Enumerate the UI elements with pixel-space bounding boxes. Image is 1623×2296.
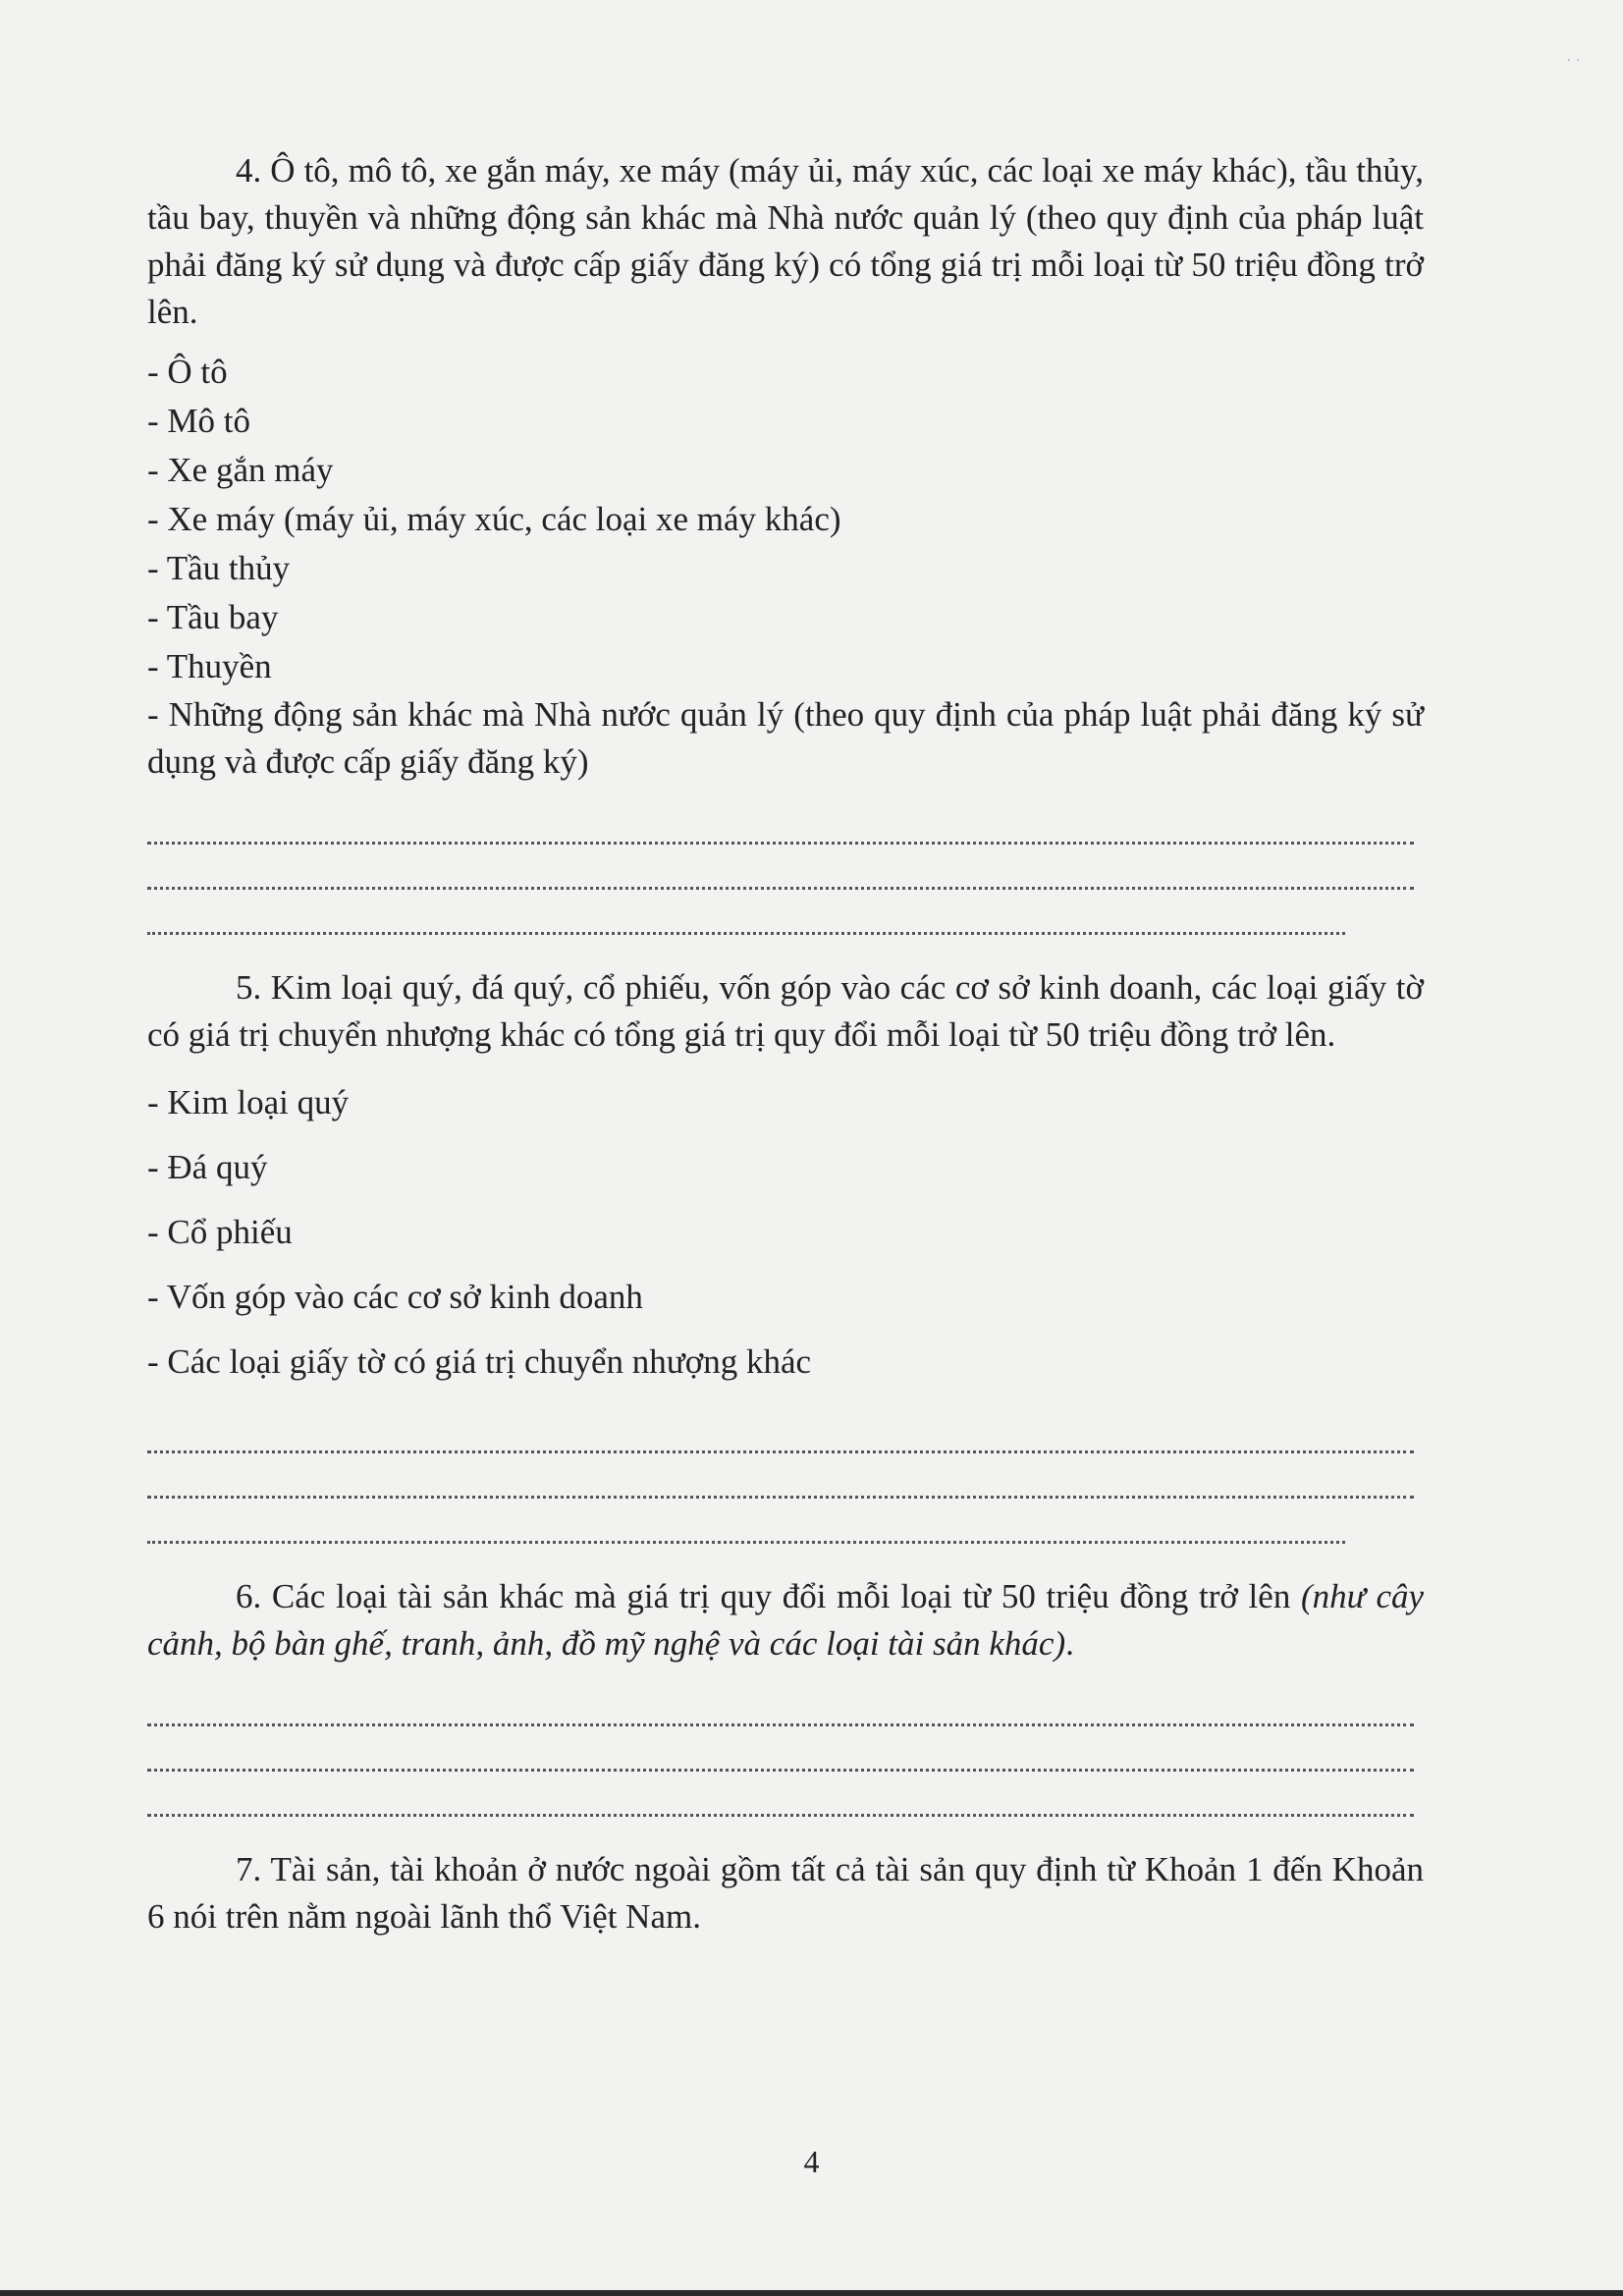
list-item: - Cổ phiếu bbox=[147, 1213, 293, 1251]
scan-speck: ˙ ˙ bbox=[1566, 57, 1581, 74]
document-body bbox=[147, 147, 1424, 1941]
section-6-examples: (như cây cảnh, bộ bàn ghế, tranh, ảnh, đồ mỹ nghệ và các loại tài sản khác) bbox=[147, 1577, 1425, 1663]
list-item: - Tầu thủy bbox=[147, 549, 291, 587]
list-item: - Mô tô bbox=[147, 402, 250, 440]
section-4-list bbox=[147, 348, 1424, 786]
dotted-fill-line[interactable] bbox=[147, 1408, 1414, 1453]
list-item: - Xe gắn máy bbox=[147, 451, 334, 489]
dotted-fill-line[interactable] bbox=[147, 1453, 1414, 1499]
section-6-text: 6. Các loại tài sản khác mà giá trị quy đổi mỗi loại từ 50 triệu đồng trở lên bbox=[236, 1577, 1291, 1615]
list-item: - Kim loại quý bbox=[147, 1083, 350, 1121]
list-item: - Đá quý bbox=[147, 1148, 268, 1186]
page-number: 4 bbox=[803, 2144, 820, 2179]
list-item: - Các loại giấy tờ có giá trị chuyển nhượng khác bbox=[147, 1342, 812, 1381]
section-5-fill-lines bbox=[147, 1408, 1424, 1544]
section-4-fill-lines bbox=[147, 799, 1424, 935]
dotted-fill-line[interactable] bbox=[147, 799, 1414, 845]
dotted-fill-line[interactable] bbox=[147, 1681, 1414, 1726]
list-item: - Tầu bay bbox=[147, 598, 279, 636]
section-7-heading: 7. Tài sản, tài khoản ở nước ngoài gồm tất cả tài sản quy định từ Khoản 1 đến Khoản 6 nói trên nằm ngoài lãnh thổ Việt Nam. bbox=[147, 1850, 1424, 1936]
list-item: - Những động sản khác mà Nhà nước quản lý (theo quy định của pháp luật phải đăng ký sử dụng và được cấp giấy đăng ký) bbox=[147, 695, 1424, 781]
dotted-fill-line[interactable] bbox=[147, 1726, 1414, 1772]
dotted-fill-line[interactable] bbox=[147, 1772, 1414, 1817]
section-5-list bbox=[147, 1070, 1424, 1394]
section-5-heading: 5. Kim loại quý, đá quý, cổ phiếu, vốn góp vào các cơ sở kinh doanh, các loại giấy tờ có giá trị chuyển nhượng khác có tổng giá trị quy đổi mỗi loại từ 50 triệu đồng trở lên. bbox=[147, 968, 1424, 1054]
list-item: - Vốn góp vào các cơ sở kinh doanh bbox=[147, 1278, 643, 1316]
dotted-fill-line[interactable] bbox=[147, 845, 1414, 890]
list-item: - Thuyền bbox=[147, 647, 272, 685]
section-6-period: . bbox=[1065, 1624, 1074, 1663]
list-item: - Xe máy (máy ủi, máy xúc, các loại xe máy khác) bbox=[147, 500, 841, 538]
section-6-heading bbox=[147, 1573, 1424, 1667]
section-6-fill-lines bbox=[147, 1681, 1424, 1817]
dotted-fill-line[interactable] bbox=[147, 1499, 1345, 1544]
dotted-fill-line[interactable] bbox=[147, 890, 1345, 935]
scan-bottom-edge bbox=[0, 2290, 1623, 2296]
list-item: - Ô tô bbox=[147, 353, 228, 391]
section-4-heading: 4. Ô tô, mô tô, xe gắn máy, xe máy (máy ủi, máy xúc, các loại xe máy khác), tầu thủy, tầu bay, thuyền và những động sản khác mà Nhà nước quản lý (theo quy định của pháp luật phải đăng ký sử dụng và được cấp giấy đăng ký) có tổng giá trị mỗi loại từ 50 triệu đồng trở lên. bbox=[147, 151, 1424, 331]
